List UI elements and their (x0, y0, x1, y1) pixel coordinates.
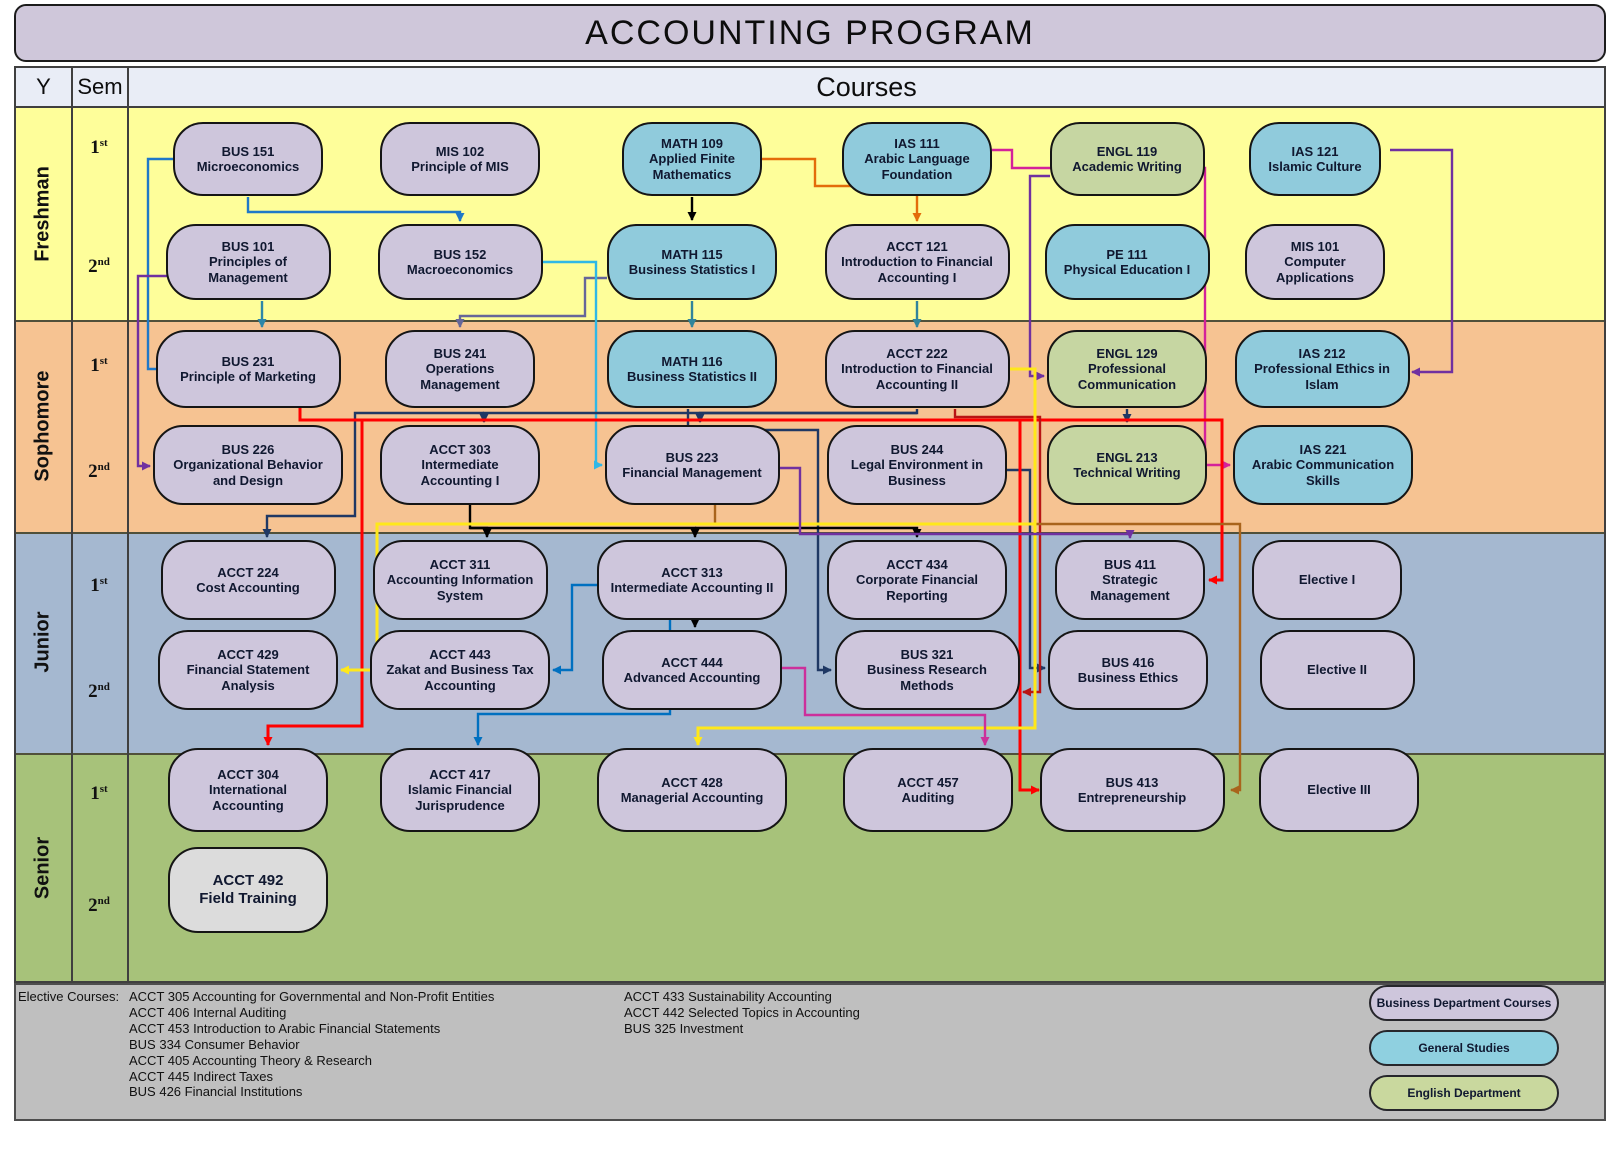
course-name: Principle of MIS (411, 159, 509, 174)
course-name: Elective II (1307, 662, 1367, 678)
course-code: ACCT 492 (212, 872, 284, 890)
course-code: PE 111 (1106, 246, 1148, 262)
course-name: Arabic Language Foundation (864, 151, 970, 182)
course-code: BUS 244 (890, 442, 944, 457)
semester-label-so2: 2nd (88, 460, 110, 483)
course-acct457 (843, 748, 1013, 832)
course-code: ACCT 121 (886, 239, 948, 254)
course-name: Entrepreneurship (1077, 790, 1187, 805)
course-ias212 (1235, 330, 1410, 408)
semester-label-ju2: 2nd (88, 680, 110, 703)
course-name: Organizational Behavior and Design (173, 457, 323, 488)
course-code: ACCT 457 (897, 774, 959, 790)
semester-label-ju1: 1st (90, 574, 108, 597)
course-pe111 (1045, 224, 1210, 300)
course-bus416 (1048, 630, 1208, 710)
course-name: Macroeconomics (406, 262, 514, 277)
header-semester-column: Sem (73, 68, 129, 106)
course-acct492 (168, 847, 328, 933)
course-acct429 (158, 630, 338, 710)
course-name: Arabic Communication Skills (1251, 457, 1395, 488)
course-code: ACCT 434 (886, 557, 948, 572)
course-code: MATH 115 (661, 246, 723, 262)
elective-course: ACCT 305 Accounting for Governmental and Non-Profit Entities (129, 989, 495, 1004)
course-name: Financial Statement Analysis (186, 662, 310, 693)
semester-label-se2: 2nd (88, 894, 110, 917)
course-bus152 (378, 224, 543, 300)
semester-label-fr2: 2nd (88, 255, 110, 278)
course-engl213 (1047, 425, 1207, 505)
year-label-junior: Junior (31, 611, 54, 673)
course-engl129 (1047, 330, 1207, 408)
elective-course: BUS 426 Financial Institutions (129, 1084, 303, 1100)
course-name: Professional Communication (1077, 361, 1177, 392)
course-code: ACCT 311 (429, 557, 491, 572)
course-math116 (607, 330, 777, 408)
elective-list-2 (624, 989, 860, 1037)
course-name: Introduction to Financial Accounting I (841, 254, 993, 285)
course-name: Elective I (1298, 572, 1356, 588)
course-math109 (622, 122, 762, 196)
course-code: ENGL 129 (1096, 346, 1158, 361)
sem-courses-divider (127, 108, 129, 983)
course-code: ACCT 304 (217, 767, 279, 782)
elective-course: ACCT 445 Indirect Taxes (129, 1068, 274, 1084)
legend-general-studies: General Studies (1369, 1030, 1559, 1066)
course-acct304 (168, 748, 328, 832)
course-code: ACCT 417 (429, 767, 491, 782)
course-bus223 (605, 425, 780, 505)
course-code: ENGL 119 (1096, 143, 1158, 159)
elective-footer (14, 983, 1606, 1121)
course-code: IAS 111 (894, 136, 940, 151)
year-sem-divider (71, 108, 73, 983)
course-acct224 (161, 540, 336, 620)
course-code: BUS 151 (221, 143, 275, 159)
elective-course: ACCT 433 Sustainability Accounting (624, 989, 832, 1004)
course-acct428 (597, 748, 787, 832)
course-name: Zakat and Business Tax Accounting (386, 662, 534, 693)
course-code: IAS 221 (1299, 442, 1347, 457)
course-acct313 (597, 540, 787, 620)
legend-english-department: English Department (1369, 1075, 1559, 1111)
course-ias121 (1249, 122, 1381, 196)
course-name: Intermediate Accounting II (610, 580, 774, 595)
course-mis102 (380, 122, 540, 196)
course-code: ACCT 428 (661, 774, 723, 790)
course-code: ACCT 222 (886, 346, 948, 361)
elective-course: ACCT 442 Selected Topics in Accounting (624, 1004, 860, 1020)
course-name: Introduction to Financial Accounting II (841, 361, 993, 392)
course-name: Field Training (199, 890, 297, 907)
header-year-column: Y (16, 68, 73, 106)
course-acct434 (827, 540, 1007, 620)
course-name: Managerial Accounting (620, 790, 764, 805)
course-code: BUS 101 (221, 239, 275, 254)
course-code: BUS 231 (221, 353, 275, 369)
course-name: Corporate Financial Reporting (855, 572, 979, 603)
course-code: ACCT 444 (661, 654, 723, 670)
course-name: Advanced Accounting (623, 670, 761, 685)
course-mis101 (1245, 224, 1385, 300)
course-bus231 (156, 330, 341, 408)
course-name: Business Ethics (1077, 670, 1179, 685)
course-elec3 (1259, 748, 1419, 832)
course-name: Islamic Culture (1268, 159, 1362, 174)
course-bus413 (1040, 748, 1225, 832)
course-code: ACCT 429 (217, 647, 279, 662)
course-name: Technical Writing (1073, 465, 1181, 480)
course-acct121 (825, 224, 1010, 300)
year-label-freshman: Freshman (31, 166, 54, 262)
course-elec1 (1252, 540, 1402, 620)
year-label-senior: Senior (31, 836, 54, 900)
course-name: Elective III (1307, 782, 1371, 798)
grid-header (14, 66, 1606, 108)
course-elec2 (1260, 630, 1415, 710)
course-bus151 (173, 122, 323, 196)
course-name: Intermediate Accounting I (420, 457, 500, 488)
course-name: Business Research Methods (867, 662, 987, 693)
semester-label-so1: 1st (90, 354, 108, 377)
course-code: ACCT 303 (429, 442, 491, 457)
course-math115 (607, 224, 777, 300)
course-acct444 (602, 630, 782, 710)
course-name: Academic Writing (1072, 159, 1182, 174)
course-name: Applied Finite Mathematics (649, 151, 735, 182)
course-code: BUS 152 (433, 246, 487, 262)
course-code: MIS 101 (1290, 239, 1340, 254)
semester-label-se1: 1st (90, 782, 108, 805)
course-code: BUS 413 (1105, 774, 1159, 790)
course-code: BUS 416 (1101, 654, 1155, 670)
course-name: Computer Applications (1275, 254, 1354, 285)
course-engl119 (1050, 122, 1205, 196)
course-code: MATH 116 (661, 353, 723, 369)
course-code: BUS 226 (221, 442, 275, 457)
course-ias111 (842, 122, 992, 196)
course-name: International Accounting (208, 782, 287, 813)
course-name: Cost Accounting (196, 580, 300, 595)
elective-course: BUS 334 Consumer Behavior (129, 1036, 300, 1052)
course-code: BUS 223 (665, 449, 719, 465)
course-name: Professional Ethics in Islam (1254, 361, 1390, 392)
year-label-sophomore: Sophomore (31, 370, 54, 482)
course-bus241 (385, 330, 535, 408)
elective-course: BUS 325 Investment (624, 1020, 744, 1036)
course-code: BUS 241 (433, 346, 487, 361)
course-code: BUS 321 (900, 647, 954, 662)
course-acct311 (373, 540, 548, 620)
course-code: MATH 109 (661, 136, 723, 151)
course-acct303 (380, 425, 540, 505)
course-code: ACCT 224 (217, 564, 279, 580)
course-code: ENGL 213 (1096, 449, 1158, 465)
course-bus411 (1055, 540, 1205, 620)
course-name: Business Statistics I (628, 262, 756, 277)
elective-courses-label: Elective Courses: (18, 989, 120, 1004)
course-code: IAS 121 (1291, 143, 1339, 159)
course-name: Islamic Financial Jurisprudence (407, 782, 513, 813)
course-bus321 (835, 630, 1020, 710)
elective-list-1 (129, 989, 494, 1100)
course-code: ACCT 443 (429, 647, 491, 662)
course-name: Principle of Marketing (180, 369, 316, 384)
course-name: Legal Environment in Business (850, 457, 984, 488)
header-courses-column: Courses (816, 71, 917, 102)
course-code: MIS 102 (435, 143, 485, 159)
course-name: Accounting Information System (386, 572, 534, 603)
course-acct222 (825, 330, 1010, 408)
course-acct417 (380, 748, 540, 832)
course-name: Microeconomics (196, 159, 300, 174)
course-name: Strategic Management (1090, 572, 1170, 603)
course-bus226 (153, 425, 343, 505)
semester-label-fr1: 1st (90, 136, 108, 159)
course-name: Auditing (901, 790, 955, 805)
course-name: Operations Management (420, 361, 500, 392)
course-acct443 (370, 630, 550, 710)
elective-course: ACCT 406 Internal Auditing (129, 1004, 287, 1020)
course-code: BUS 411 (1103, 557, 1157, 572)
course-bus101 (166, 224, 331, 300)
title-bar (14, 4, 1606, 62)
page-title: ACCOUNTING PROGRAM (585, 13, 1035, 52)
course-name: Financial Management (622, 465, 762, 480)
course-code: IAS 212 (1298, 346, 1346, 361)
elective-course: ACCT 453 Introduction to Arabic Financial Statements (129, 1020, 441, 1036)
elective-course: ACCT 405 Accounting Theory & Research (129, 1052, 373, 1068)
course-name: Business Statistics II (626, 369, 758, 384)
course-name: Physical Education I (1063, 262, 1191, 277)
course-name: Principles of Management (208, 254, 288, 285)
legend-business-department-courses: Business Department Courses (1369, 985, 1559, 1021)
course-code: ACCT 313 (661, 564, 723, 580)
course-ias221 (1233, 425, 1413, 505)
course-bus244 (827, 425, 1007, 505)
